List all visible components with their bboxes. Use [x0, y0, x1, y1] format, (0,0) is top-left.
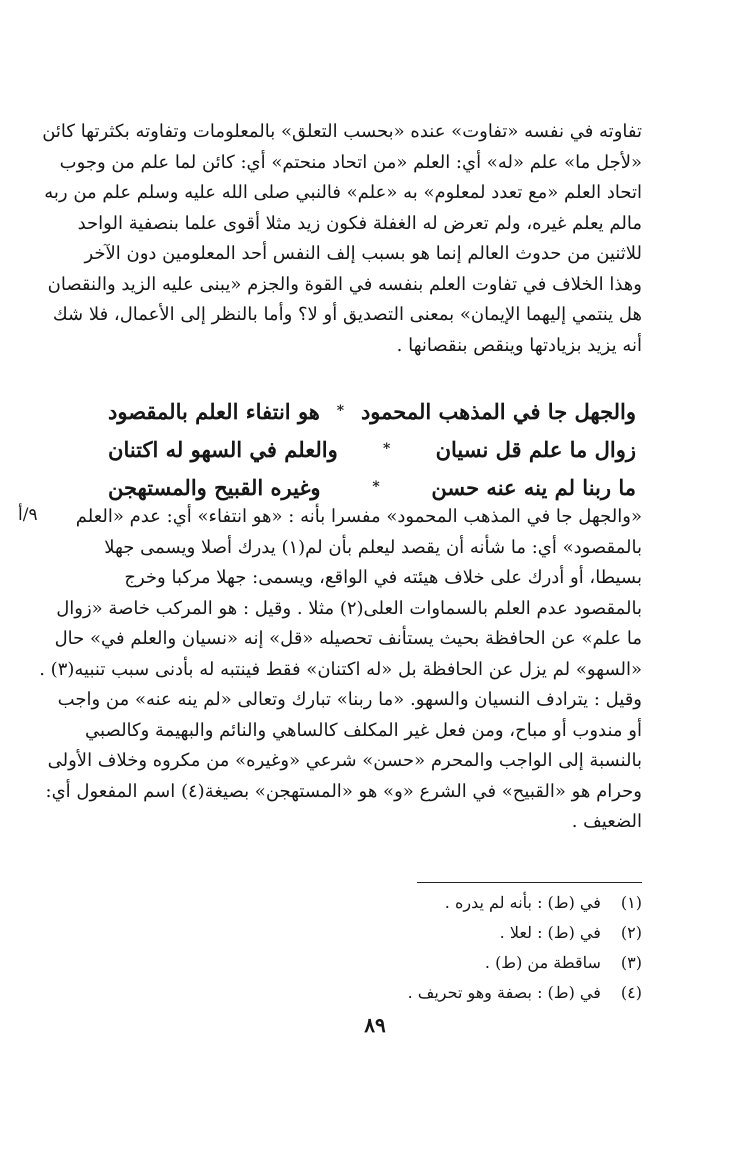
verse-first-hemistich: والجهل جا في المذهب المحمود [360, 398, 636, 424]
poem-verse [102, 392, 642, 430]
text-line: للاثنين من حدوث العالم إنما هو بسبب إلف النفس أحد المعلومين دون الآخر [84, 243, 642, 264]
text-line: أنه يزيد بزيادتها وينقص بنقصانها . [396, 334, 642, 356]
text-line: «السهو» لم يزل عن الحافظة بل «له اكتنان» فقط فينتبه له بأدنى سبب تنبيه(٣) . [39, 658, 642, 680]
page-number: ٨٩ [364, 1013, 386, 1037]
verse-separator-star: * [382, 441, 391, 457]
footnote-number: (١) [620, 893, 642, 912]
text-line: بالمقصود عدم العلم بالسماوات العلى(٢) مثلا . وقيل : هو المركب خاصة «زوال [56, 597, 642, 619]
text-line: وحرام هو «القبيح» في الشرع «و» هو «المستهجن» بصيغة(٤) اسم المفعول أي: [45, 780, 642, 802]
text-line: بالمقصود» أي: ما شأنه أن يقصد ليعلم بأن لم(١) يدرك أصلا ويسمى جهلا [104, 536, 642, 558]
footnote-text: في (ط) : بأنه لم يدره . [444, 893, 601, 912]
text-line: مالم يعلم غيره، ولم تعرض له الغفلة فكون زيد مثلا أقوى علما بنصفية الواحد [77, 212, 642, 234]
text-line: أو مندوب أو مباح، ومن فعل غير المكلف كالساهي والنائم والبهيمة وكالصبي [85, 719, 642, 741]
footnote [242, 978, 642, 1008]
footnote-text: في (ط) : لعلا . [499, 923, 601, 942]
text-line: بالنسبة إلى الواجب والمحرم «حسن» شرعي «وغيره» من مكروه وخلاف الأولى [47, 750, 642, 771]
footnote-number: (٢) [620, 923, 642, 942]
commentary-paragraph-top [42, 117, 642, 361]
verse-second-hemistich: والعلم في السهو له اكتنان [108, 436, 338, 462]
text-line: «لأجل ما» علم «له» أي: العلم «من اتحاد منحتم» أي: كائن لما علم من وجوب [59, 151, 642, 173]
footnote-separator-rule [417, 882, 642, 883]
poem-verse [102, 430, 642, 468]
footnote [242, 918, 642, 948]
text-line: الضعيف . [571, 811, 642, 832]
footnote-number: (٤) [620, 983, 642, 1002]
verse-separator-star: * [336, 403, 345, 419]
footnote-number: (٣) [620, 953, 642, 972]
footnote [242, 948, 642, 978]
text-line: اتحاد العلم «مع تعدد لمعلوم» به «علم» فالنبي صلى الله عليه وسلم علم من ربه [44, 182, 642, 203]
text-line: هل ينتمي إليهما الإيمان» بمعنى التصديق أو لا؟ وأما بالنظر إلى الأعمال، فلا شك [52, 304, 642, 325]
verse-separator-star: * [372, 479, 380, 495]
text-line: بسيطا، أو أدرك على خلاف هيئته في الواقع، ويسمى: جهلا مركبا وخرج [124, 567, 642, 588]
text-line: تفاوته في نفسه «تفاوت» عنده «بحسب التعلق» بالمعلومات وتفاوته بكثرتها كائن [42, 121, 642, 142]
text-line: وهذا الخلاف في تفاوت العلم بنفسه في القوة والجزم «يبنى عليه الزيد والنقصان [47, 273, 642, 295]
poem-verses [102, 392, 642, 506]
footnotes [242, 888, 642, 1008]
text-line: «والجهل جا في المذهب المحمود» مفسرا بأنه : «هو انتفاء» أي: عدم «العلم [75, 506, 642, 527]
text-line: ما علم» عن الحافظة بحيث يستأنف تحصيله «قل» إنه «نسيان والعلم في» حال [54, 628, 642, 649]
text-line: وقيل : يترادف النسيان والسهو. «ما ربنا» تبارك وتعالى «لم ينه عنه» من واجب [57, 689, 642, 710]
verse-second-hemistich: هو انتفاء العلم بالمقصود [108, 398, 320, 424]
verse-first-hemistich: زوال ما علم قل نسيان [435, 436, 636, 462]
verse-first-hemistich: ما ربنا لم ينه عنه حسن [431, 474, 636, 500]
manuscript-folio-reference: ٩/أ [18, 505, 38, 525]
footnote [242, 888, 642, 918]
commentary-paragraph-main [39, 502, 642, 838]
footnote-text: في (ط) : بصفة وهو تحريف . [407, 983, 601, 1002]
verse-second-hemistich: وغيره القبيح والمستهجن [108, 474, 321, 500]
footnote-text: ساقطة من (ط) . [484, 953, 601, 972]
poem-verse [102, 468, 642, 506]
